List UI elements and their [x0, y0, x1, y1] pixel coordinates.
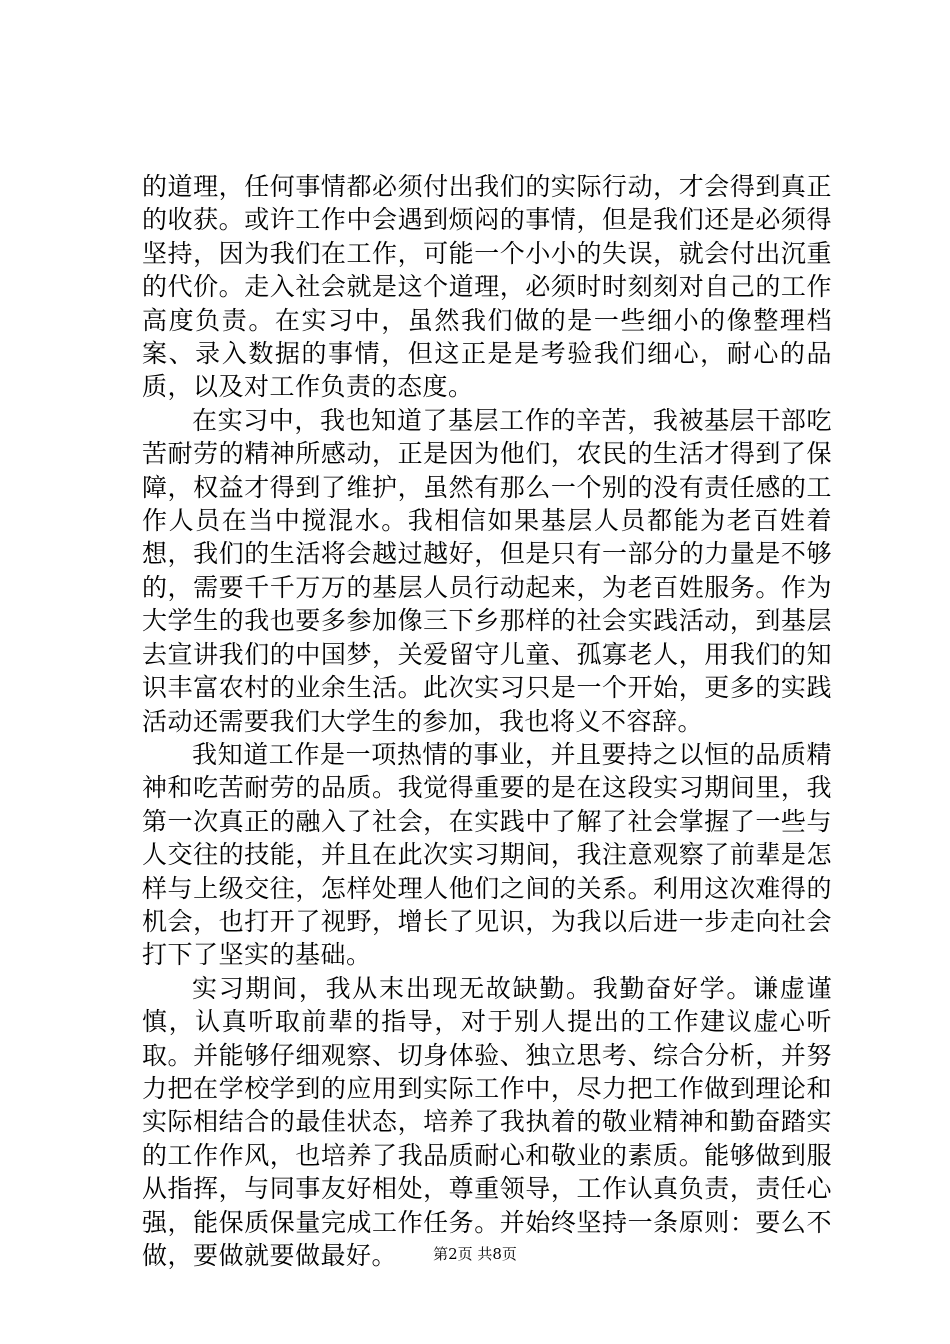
page-number-footer: 第2页 共8页 — [433, 1245, 517, 1263]
paragraph-grassroots-work: 在实习中，我也知道了基层工作的辛苦，我被基层干部吃苦耐劳的精神所感动，正是因为他们，农民的生活才得到了保障，权益才得到了维护，虽然有那么一个别的没有责任感的工作人员在当中搅混水。我相信如果基层人员都能为老百姓着想，我们的生活将会越过越好，但是只有一部分的力量是不够的，需要千千万万的基层人员行动起来，为老百姓服务。作为大学生的我也要多参加像三下乡那样的社会实践活动，到基层去宣讲我们的中国梦，关爱留守儿童、孤寡老人，用我们的知识丰富农村的业余生活。此次实习只是一个开始，更多的实践活动还需要我们大学生的参加，我也将义不容辞。 — [142, 405, 832, 736]
paragraph-continuation: 的道理，任何事情都必须付出我们的实际行动，才会得到真正的收获。或许工作中会遇到烦闷的事情，但是我们还是必须得坚持，因为我们在工作，可能一个小小的失误，就会付出沉重的代价。走入社会就是这个道理，必须时时刻刻对自己的工作高度负责。在实习中，虽然我们做的是一些细小的像整理档案、录入数据的事情，但这正是是考验我们细心，耐心的品质，以及对工作负责的态度。 — [142, 172, 832, 402]
document-body — [142, 170, 832, 1272]
paragraph-work-passion: 我知道工作是一项热情的事业，并且要持之以恒的品质精神和吃苦耐劳的品质。我觉得重要的是在这段实习期间里，我第一次真正的融入了社会，在实践中了解了社会掌握了一些与人交往的技能，并且在此次实习期间，我注意观察了前辈是怎样与上级交往，怎样处理人他们之间的关系。利用这次难得的机会，也打开了视野，增长了见识，为我以后进一步走向社会打下了坚实的基础。 — [142, 739, 832, 970]
paragraph-internship-conduct: 实习期间，我从末出现无故缺勤。我勤奋好学。谦虚谨慎，认真听取前辈的指导，对于别人提出的工作建议虚心听取。并能够仔细观察、切身体验、独立思考、综合分析，并努力把在学校学到的应用到实际工作中，尽力把工作做到理论和实际相结合的最佳状态，培养了我执着的敬业精神和勤奋踏实的工作作风，也培养了我品质耐心和敬业的素质。能够做到服从指挥，与同事友好相处，尊重领导，工作认真负责，责任心强，能保质保量完成工作任务。并始终坚持一条原则：要么不做，要做就要做最好。 — [142, 973, 832, 1270]
